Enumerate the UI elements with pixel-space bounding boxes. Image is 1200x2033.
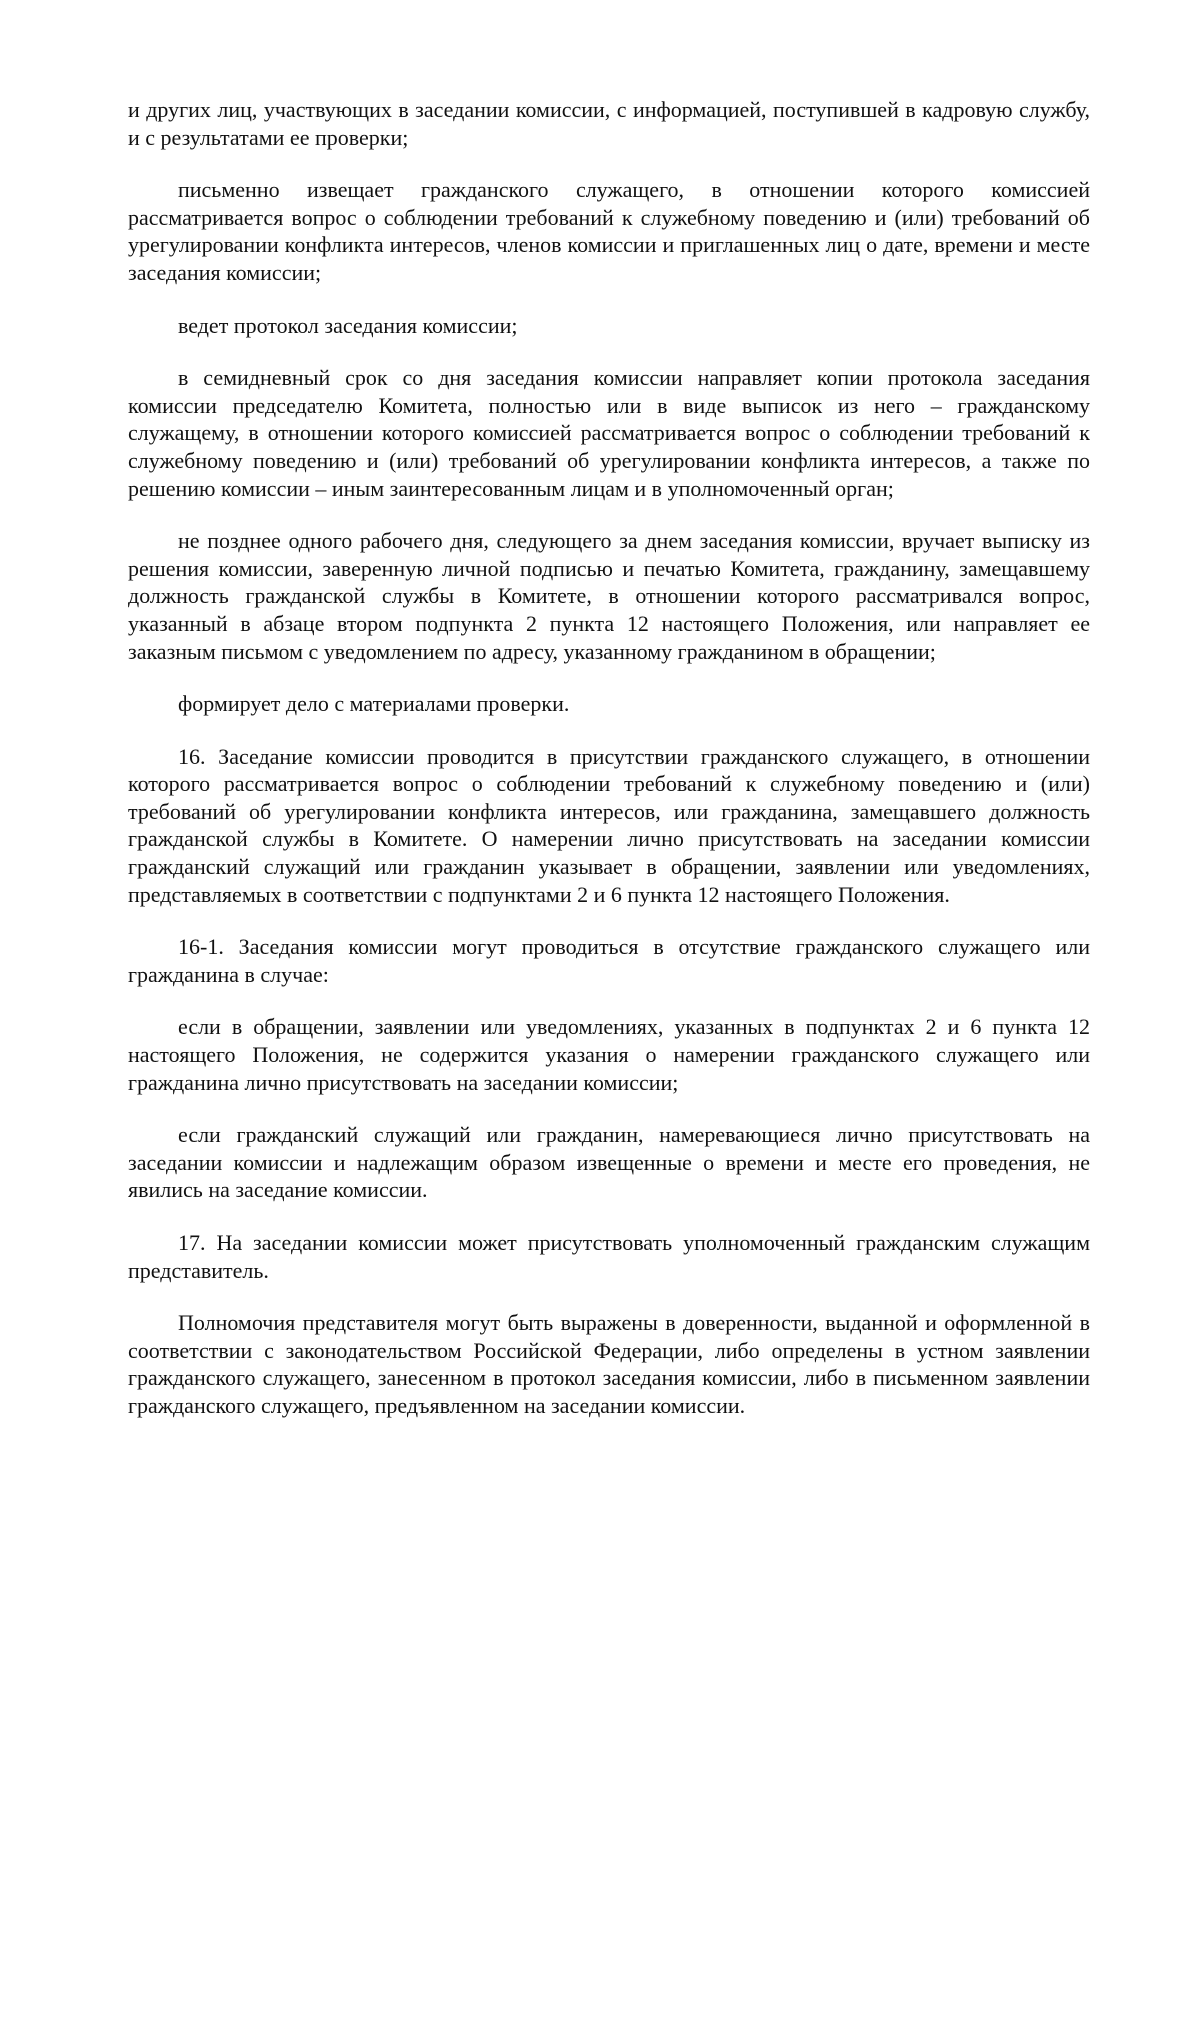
paragraph-case-no-indication: если в обращении, заявлении или уведомлениях, указанных в подпунктах 2 и 6 пункта 12 настоящего Положения, не содержится указания о намерении гражданского служащего или гражданина лично присутствовать на заседании комиссии; — [128, 1014, 1090, 1095]
paragraph-case-file: формирует дело с материалами проверки. — [178, 691, 570, 717]
paragraph-extract-delivery: не позднее одного рабочего дня, следующего за днем заседания комиссии, вручает выписку из решения комиссии, заверенную личной подписью и печатью Комитета, гражданину, замещавшему должность гражданской службы в Комитете, в отношении которого рассматривался вопрос, указанный в абзаце втором подпункта 2 пункта 12 настоящего Положения, или направляет ее заказным письмом с уведомлением по адресу, указанному гражданином в обращении; — [128, 528, 1090, 664]
paragraph-case-no-show: если гражданский служащий или гражданин, намеревающиеся лично присутствовать на заседании комиссии и надлежащим образом извещенные о времени и месте его проведения, не явились на заседание комиссии. — [128, 1122, 1090, 1203]
paragraph-protocol: ведет протокол заседания комиссии; — [178, 312, 518, 338]
paragraph-item-16-1: 16-1. Заседания комиссии могут проводиться в отсутствие гражданского служащего или гражданина в случае: — [128, 934, 1090, 987]
paragraph-item-16: 16. Заседание комиссии проводится в присутствии гражданского служащего, в отношении которого рассматривается вопрос о соблюдении требований к служебному поведению и (или) требований об урегулировании конфликта интересов, или гражданина, замещавшего должность гражданской службы в Комитете. О намерении лично присутствовать на заседании комиссии гражданский служащий или гражданин указывает в обращении, заявлении или уведомлениях, представляемых в соответствии с подпунктами 2 и 6 пункта 12 настоящего Положения. — [128, 743, 1090, 907]
document-page — [128, 96, 1090, 1445]
paragraph-item-17: 17. На заседании комиссии может присутствовать уполномоченный гражданским служащим представитель. — [128, 1230, 1090, 1283]
paragraph-notification: письменно извещает гражданского служащего, в отношении которого комиссией рассматривается вопрос о соблюдении требований к служебному поведению и (или) требований об урегулировании конфликта интересов, членов комиссии и приглашенных лиц о дате, времени и месте заседания комиссии; — [128, 177, 1090, 285]
paragraph-representative-powers: Полномочия представителя могут быть выражены в доверенности, выданной и оформленной в соответствии с законодательством Российской Федерации, либо определены в устном заявлении гражданского служащего, занесенном в протокол заседания комиссии, либо в письменном заявлении гражданского служащего, предъявленном на заседании комиссии. — [128, 1310, 1090, 1418]
paragraph-protocol-copies: в семидневный срок со дня заседания комиссии направляет копии протокола заседания комиссии председателю Комитета, полностью или в виде выписок из него – гражданскому служащему, в отношении которого комиссией рассматривается вопрос о соблюдении требований к служебному поведению и (или) требований об урегулировании конфликта интересов, а также по решению комиссии – иным заинтересованным лицам и в уполномоченный орган; — [128, 365, 1090, 501]
paragraph-continuation: и других лиц, участвующих в заседании комиссии, с информацией, поступившей в кадровую службу, и с результатами ее проверки; — [128, 97, 1090, 150]
